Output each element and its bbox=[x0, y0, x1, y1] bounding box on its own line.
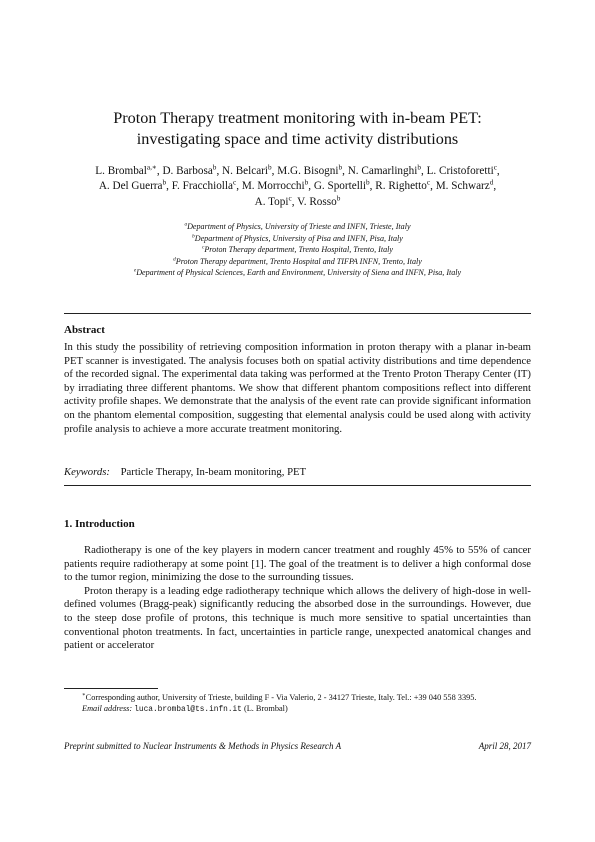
author-affiliation-mark: b bbox=[162, 178, 167, 187]
author bbox=[427, 165, 497, 177]
author bbox=[297, 196, 340, 208]
introduction-body bbox=[64, 544, 531, 653]
author-name: F. Fracchiolla bbox=[171, 180, 233, 193]
author-separator: , bbox=[430, 180, 436, 193]
author bbox=[348, 165, 421, 177]
author-affiliation-mark: b bbox=[366, 178, 370, 187]
footnote bbox=[64, 692, 531, 716]
author-name: M.G. Bisogni bbox=[277, 165, 339, 177]
paper-title bbox=[60, 108, 535, 150]
author-name: R. Righetto bbox=[375, 180, 427, 193]
affiliation-mark: d bbox=[173, 256, 176, 263]
author-separator: , bbox=[271, 165, 278, 177]
affiliation-mark: e bbox=[133, 267, 137, 274]
affiliation-mark: c bbox=[202, 244, 205, 251]
affiliation-list bbox=[40, 221, 555, 279]
affiliation-text: Proton Therapy department, Trento Hospital, Trento, Italy bbox=[204, 245, 393, 255]
footer-date: April 28, 2017 bbox=[478, 741, 531, 751]
author-affiliation-mark: d bbox=[489, 178, 494, 187]
section-heading: 1. Introduction bbox=[64, 518, 135, 530]
author-separator: , bbox=[493, 180, 497, 193]
author-affiliation-mark: a,∗ bbox=[146, 163, 157, 172]
author bbox=[95, 165, 157, 177]
author-separator: , bbox=[216, 165, 223, 177]
author bbox=[242, 180, 308, 192]
author bbox=[255, 196, 292, 208]
author-name: D. Barbosa bbox=[162, 165, 213, 177]
affiliation bbox=[40, 233, 555, 245]
affiliation-text: Department of Physical Sciences, Earth and Environment, University of Siena and INFN, Pisa, Italy bbox=[136, 268, 462, 278]
keywords-text: Particle Therapy, In-beam monitoring, PET bbox=[120, 466, 307, 478]
author-separator: , bbox=[156, 165, 163, 177]
abstract-bottom-rule bbox=[64, 485, 531, 486]
affiliation bbox=[40, 221, 555, 233]
author-affiliation-mark: c bbox=[232, 178, 237, 187]
author bbox=[435, 178, 497, 193]
author-name: M. Morrocchi bbox=[241, 180, 305, 193]
author-name: L. Cristoforetti bbox=[426, 165, 494, 177]
title-line-1: Proton Therapy treatment monitoring with in-beam PET: bbox=[113, 109, 482, 127]
author-name: N. Camarlinghi bbox=[347, 165, 418, 177]
author-separator: , bbox=[420, 165, 427, 177]
author-name: L. Brombal bbox=[95, 165, 147, 177]
author-separator: , bbox=[166, 180, 172, 193]
page-footer bbox=[64, 741, 531, 751]
footnote-rule bbox=[64, 688, 158, 689]
author-affiliation-mark: b bbox=[304, 178, 309, 187]
footnote-email bbox=[64, 703, 531, 716]
affiliation bbox=[40, 244, 555, 256]
footnote-corresponding bbox=[64, 692, 531, 703]
abstract-text: In this study the possibility of retrieving composition information in proton therapy with a planar in-beam PET scanner is investigated. The analysis focuses both on spatial activity distributions and time dependence of the recorded signal. The experimental data taking was performed at the Trento Proton Therapy Center (IT) by irradiating three different phantoms. We show that different phantom compositions reflect into different activity profile shapes. We demonstrate that the analysis of the event rate can provide significant information on the phantom elemental composition, suggesting that elemental analysis could be used along with activity profile analysis to achieve a more accurate treatment monitoring. bbox=[64, 341, 531, 435]
author-separator: , bbox=[236, 180, 242, 193]
title-line-2: investigating space and time activity distributions bbox=[136, 130, 459, 148]
author-name: A. Del Guerra bbox=[98, 180, 163, 193]
author-affiliation-mark: c bbox=[426, 178, 431, 187]
author-affiliation-mark: c bbox=[493, 163, 497, 172]
paragraph-2: Proton therapy is a leading edge radiotherapy technique which allows the delivery of high-dose in well-defined volumes (Bragg-peak) significantly reducing the absorbed dose in the surroundings. However, due to the steep dose profile of protons, this technique is much more sensitive to spatial uncertainties than conventional photon treatments. In fact, uncertainties in particle range, unexpected anatomical changes and patient or accelerator bbox=[64, 584, 531, 652]
author-affiliation-mark: c bbox=[288, 194, 292, 203]
affiliation-text: Department of Physics, University of Trieste and INFN, Trieste, Italy bbox=[187, 222, 411, 231]
author-name: M. Schwarz bbox=[435, 180, 490, 193]
footnote-mark: ∗ bbox=[82, 692, 86, 699]
author-name: N. Belcari bbox=[222, 165, 269, 177]
affiliation-text: Proton Therapy department, Trento Hospital and TIFPA INFN, Trento, Italy bbox=[175, 256, 422, 266]
author bbox=[162, 165, 216, 177]
author-separator: , bbox=[342, 165, 348, 177]
author-affiliation-mark: b bbox=[338, 163, 343, 172]
author-affiliation-mark: b bbox=[268, 163, 272, 172]
author-separator: , bbox=[291, 195, 298, 208]
author-separator: , bbox=[369, 180, 376, 193]
author-name: A. Topi bbox=[254, 195, 289, 208]
author bbox=[277, 165, 342, 177]
abstract-heading: Abstract bbox=[64, 324, 105, 336]
paragraph-1: Radiotherapy is one of the key players in modern cancer treatment and roughly 45% to 55% of cancer patients require radiotherapy at some point [1]. The goal of the treatment is to deliver a high conformal dose to the tumor region, minimizing the dose to the surrounding tissues. bbox=[64, 544, 531, 584]
footer-journal: Preprint submitted to Nuclear Instruments & Methods in Physics Research A bbox=[64, 741, 342, 751]
keywords bbox=[64, 466, 306, 478]
author-separator: , bbox=[496, 165, 500, 177]
keywords-label: Keywords: bbox=[64, 466, 110, 478]
author-affiliation-mark: b bbox=[417, 163, 421, 172]
email-link[interactable]: luca.brombal@ts.infn.it bbox=[134, 706, 242, 715]
author-name: G. Sportelli bbox=[313, 180, 367, 193]
author-affiliation-mark: b bbox=[336, 194, 341, 203]
author-affiliation-mark: b bbox=[212, 163, 217, 172]
author bbox=[99, 180, 166, 192]
author-list bbox=[58, 164, 537, 210]
affiliation-mark: a bbox=[184, 221, 188, 228]
author bbox=[172, 180, 236, 192]
author bbox=[222, 165, 272, 177]
author bbox=[375, 180, 430, 192]
author-name: V. Rosso bbox=[297, 195, 337, 208]
abstract-top-rule bbox=[64, 313, 531, 314]
email-name: (L. Brombal) bbox=[243, 704, 288, 714]
author-separator: , bbox=[308, 180, 314, 193]
author bbox=[314, 180, 370, 192]
affiliation bbox=[40, 256, 555, 268]
affiliation-text: Department of Physics, University of Pisa and INFN, Pisa, Italy bbox=[194, 233, 403, 243]
affiliation-mark: b bbox=[192, 232, 195, 239]
affiliation bbox=[40, 267, 555, 279]
footnote-text: Corresponding author, University of Trieste, building F - Via Valerio, 2 - 34127 Trieste, Italy. Tel.: +39 040 558 3395. bbox=[85, 693, 477, 702]
email-label: Email address: bbox=[82, 704, 133, 714]
